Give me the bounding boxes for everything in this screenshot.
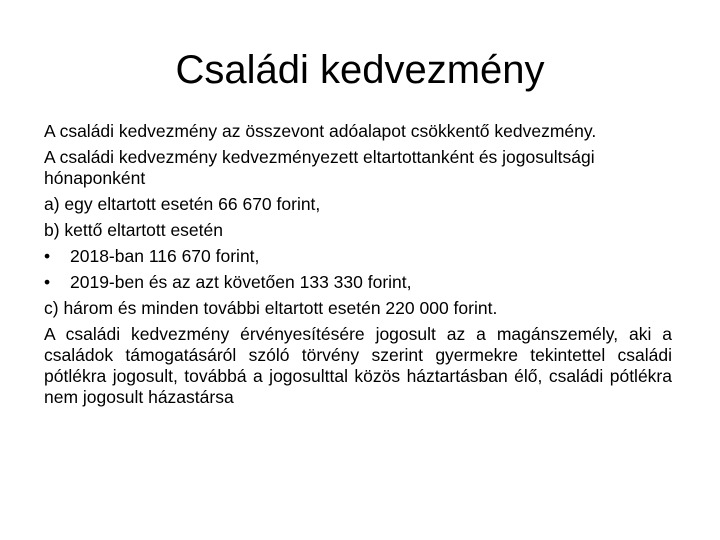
item-b-two-dependents: b) kettő eltartott esetén (44, 220, 223, 240)
bullet-icon: • (44, 246, 51, 266)
slide-title: Családi kedvezmény (175, 48, 545, 92)
paragraph-intro: A családi kedvezmény az összevont adóalapot csökkentő kedvezmény. (44, 121, 597, 141)
bullet-text-2019: 2019-ben és az azt követően 133 330 forint, (70, 272, 412, 292)
bullet-item-2018 (44, 246, 672, 267)
item-a-one-dependent: a) egy eltartott esetén 66 670 forint, (44, 194, 321, 214)
paragraph-per-dependent: A családi kedvezmény kedvezményezett eltartottanként és jogosultsági hónaponként (44, 147, 595, 188)
bullet-icon: • (44, 272, 51, 292)
bullet-text-2018: 2018-ban 116 670 forint, (70, 246, 260, 266)
slide-body (44, 121, 672, 413)
bullet-item-2019 (44, 272, 672, 293)
item-c-three-or-more-dependents: c) három és minden további eltartott esetén 220 000 forint. (44, 298, 498, 318)
paragraph-eligibility: A családi kedvezmény érvényesítésére jogosult az a magánszemély, aki a családok támogatásáról szóló törvény szerint gyermekre tekintettel családi pótlékra jogosult, továbbá a jogosulttal közös háztartásban élő, családi pótlékra nem jogosult házastársa (44, 324, 672, 407)
